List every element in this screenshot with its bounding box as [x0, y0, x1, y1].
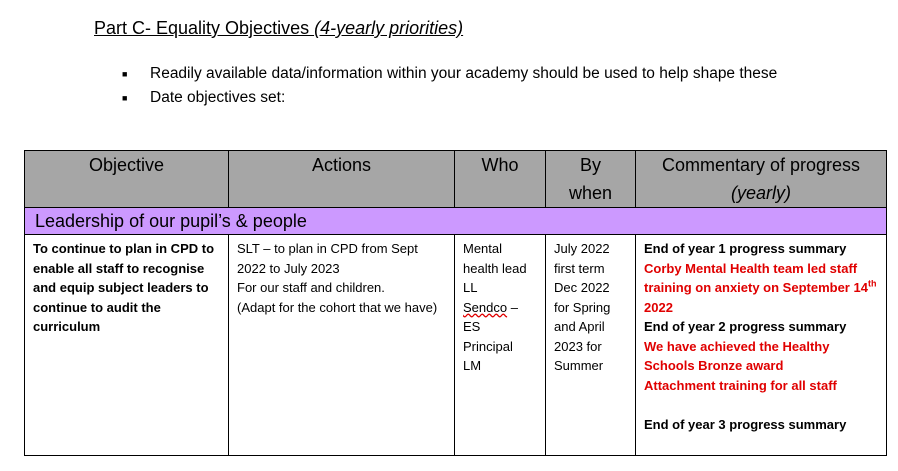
cell-commentary: [636, 235, 887, 456]
who-line: [463, 298, 537, 318]
by-when-text: July 2022 first term: [554, 241, 610, 276]
action-line: (Adapt for the cohort that we have): [237, 299, 438, 315]
who-line: LL: [463, 280, 478, 295]
bullet-text: Date objectives set:: [150, 89, 286, 106]
who-line: Principal: [463, 338, 513, 354]
page-heading: [94, 18, 463, 39]
by-when-text: and April 2023 for Summer: [554, 319, 605, 373]
year2-text: We have achieved the Healthy Schools Bronze award: [644, 338, 830, 373]
bullet-square-icon: ■: [122, 69, 128, 79]
cell-objective: To continue to plan in CPD to enable all staff to recognise and equip subject leaders to continue to audit the curriculum: [25, 235, 229, 456]
who-sendco-suffix: –: [507, 299, 518, 315]
bullet-text: Readily available data/information within your academy should be used to help shape these: [150, 65, 778, 82]
bullet-list: [122, 62, 830, 110]
header-objective: Objective: [25, 151, 229, 208]
who-sendco: Sendco: [463, 299, 508, 315]
cell-who: [455, 235, 546, 456]
section-row: [25, 208, 887, 235]
who-line: ES: [463, 319, 481, 334]
spacer: [644, 395, 878, 415]
heading-subtitle: (4-yearly priorities): [314, 18, 464, 38]
year1-label: End of year 1 progress summary: [644, 241, 847, 256]
header-by-when: By when: [546, 151, 636, 208]
header-who: Who: [455, 151, 546, 208]
year2-label: End of year 2 progress summary: [644, 319, 847, 334]
section-title: Leadership of our pupil’s & people: [25, 208, 887, 235]
header-commentary: Commentary of progress (yearly): [636, 151, 887, 208]
who-line: LM: [463, 358, 482, 373]
table-row: [25, 235, 887, 456]
header-actions: Actions: [229, 151, 455, 208]
bullet-square-icon: ■: [122, 93, 128, 103]
year3-label: End of year 3 progress summary: [644, 416, 847, 432]
by-when-text: Dec 2022 for Spring: [554, 280, 611, 315]
cell-actions: [229, 235, 455, 456]
cell-by-when: [546, 235, 636, 456]
year2-text: Attachment training for all staff: [644, 377, 837, 393]
bullet-item: [122, 62, 830, 86]
year1-text: Corby Mental Health team led staff training on anxiety on September 14th 2022: [644, 260, 877, 315]
action-line: For our staff and children.: [237, 280, 385, 295]
who-line: Mental health lead: [463, 241, 527, 276]
action-line: SLT – to plan in CPD from Sept 2022 to July 2023: [237, 241, 418, 276]
bullet-item: [122, 86, 830, 110]
objectives-table: [24, 150, 887, 456]
heading-title: Part C- Equality Objectives: [94, 18, 315, 38]
table-header-row: [25, 151, 887, 208]
